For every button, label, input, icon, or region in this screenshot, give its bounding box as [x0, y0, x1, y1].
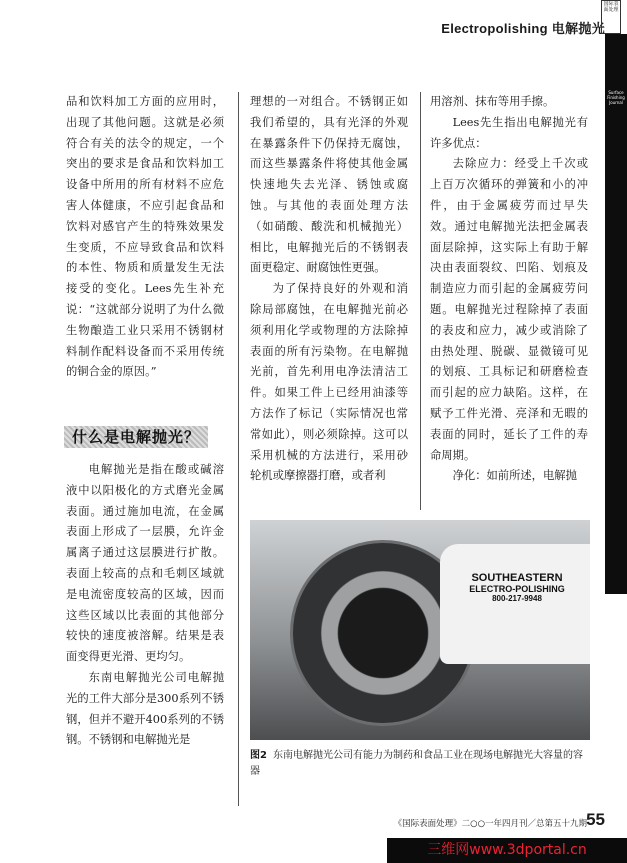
- paragraph: 用溶剂、抹布等用手擦。: [430, 95, 555, 108]
- column-2: [250, 92, 408, 487]
- column-divider-2: [420, 92, 421, 510]
- figure-label: 图2: [250, 750, 267, 761]
- column-1: [66, 92, 224, 383]
- section-title: Electropolishing 电解抛光: [441, 21, 605, 36]
- paragraph: 品和饮料加工方面的应用时，出现了其他问题。这就是必须符合有关的法令的规定，一个突出的要求是食品和饮料加工设备中所用的所有材料不应危害人体健康，不应引起食品和饮料对感官产生的特殊效果发生变质，不应导致食品和饮料的本性、物质和质量发生无法接受的变化。Lees先生补充说：“这就部分说明了为什么微生物酿造工业只采用不锈钢材料制作配料设备而不采用传统的铜合金的原因。”: [66, 95, 224, 379]
- paragraph: 理想的一对组合。不锈钢正如我们希望的，具有光泽的外观在暴露条件下仍保持无腐蚀，而这些暴露条件将使其他金属快速地失去光泽、锈蚀或腐蚀。与其他的表面处理方法（如硝酸、酸洗和机械抛光）相比，电解抛光后的不锈钢表面更稳定、耐腐蚀性更强。: [250, 95, 408, 275]
- paragraph: Lees先生指出电解抛光有许多优点：: [430, 115, 588, 150]
- figure-caption: [250, 748, 590, 780]
- watermark: 三维网www.3dportal.cn: [387, 838, 627, 863]
- truck-sign-service: ELECTRO-POLISHING: [469, 584, 565, 594]
- paragraph: 东南电解抛光公司电解抛光的工件大部分是300系列不锈钢，但并不避开400系列的不锈钢。不锈钢和电解抛光是: [66, 670, 224, 747]
- side-strip-logo: Surface Finishing Journal: [607, 90, 625, 105]
- page-number: 55: [586, 810, 605, 829]
- section-heading: [64, 426, 214, 452]
- paragraph: 为了保持良好的外观和消除局部腐蚀，在电解抛光前必须利用化学或物理的方法除掉表面的所有污染物。在电解抛光前，首先利用电净法清洁工件。如果工件上已经用油漆等方法作了标记（实际情况也常常如此），则必须除掉。这可以采用机械的方法进行，采用砂轮机或摩擦器打磨，或者利: [250, 282, 408, 483]
- column-1-lower: [66, 460, 224, 751]
- page-header: [0, 0, 627, 42]
- journal-logo: 国际表面处理: [601, 0, 621, 34]
- truck-sign-company: SOUTHEASTERN: [471, 572, 563, 584]
- footer-journal: 《国际表面处理》二○○一年四月刊／总第五十九期: [393, 819, 587, 829]
- paragraph: 净化：如前所述，电解抛: [452, 469, 577, 483]
- truck-sign-phone: 800-217-9948: [492, 594, 542, 603]
- column-divider-1: [238, 92, 239, 806]
- truck: [440, 544, 590, 664]
- paragraph: 电解抛光是指在酸或碱溶液中以阳极化的方式磨光金属表面。通过施加电流，在金属表面上形成了一层膜，允许金属离子通过这层膜进行扩散。表面上较高的点和毛刺区域就是电流密度较高的区域，因而这些区域以比表面的其他部分较快的速度被溶解。结果是表面变得更光滑、更均匀。: [66, 463, 224, 664]
- paragraph: 去除应力：经受上千次或上百万次循环的弹簧和小的冲件，由于金属疲劳而过早失效。通过电解抛光法把金属表面层除掉，这实际上有助于解决由表面裂纹、凹陷、划痕及制造应力而引起的金属疲劳问题。电解抛光过程除掉了表面的表皮和应力，减少或消除了由热处理、脱碳、显微镜可见的划痕、工具标记和研磨检查而引起的应力缺陷。这样，在赋予工件光滑、亮泽和无暇的表面的同时，延长了工件的寿命周期。: [430, 157, 588, 462]
- truck-sign: [452, 572, 582, 603]
- section-heading-text: 什么是电解抛光？: [64, 426, 208, 448]
- caption-text: 东南电解抛光公司有能力为制药和食品工业在现场电解抛光大容量的容器: [250, 750, 583, 777]
- figure-photo: [250, 520, 590, 740]
- side-strip: [605, 34, 627, 594]
- column-3: [430, 92, 588, 487]
